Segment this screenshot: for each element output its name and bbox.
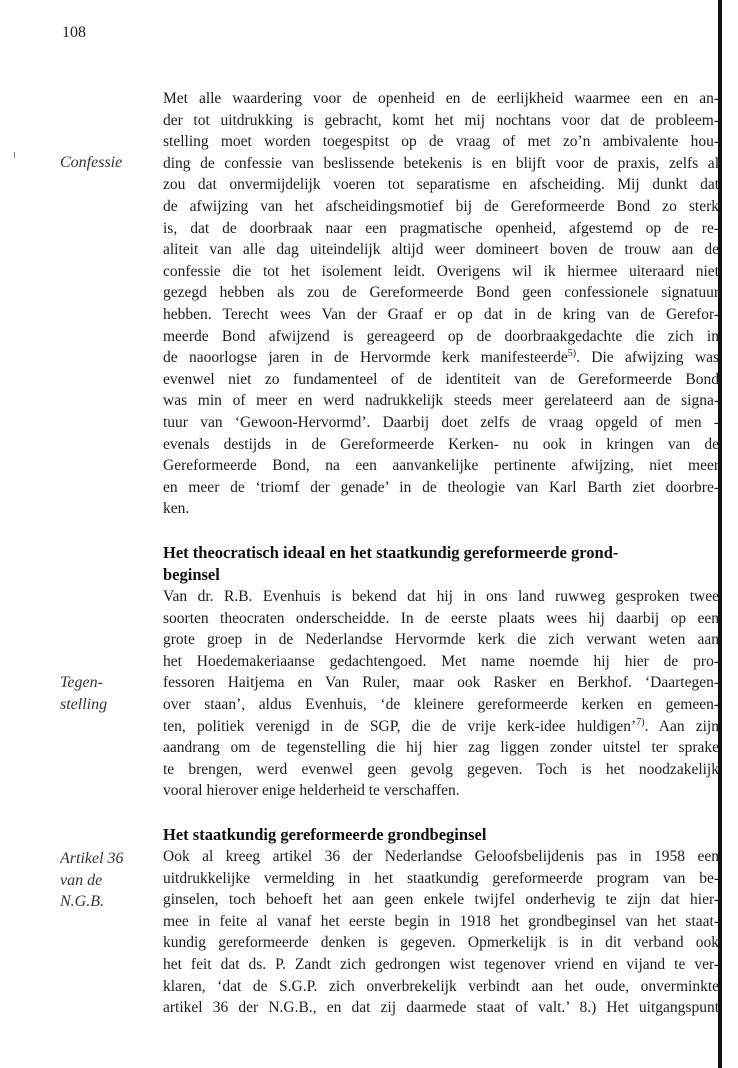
text-line: confessie die tot het isolement leidt. Overigens wil ik hiermee uiteraard niet	[163, 262, 719, 280]
text-line: is, dat de doorbraak naar een pragmatische openheid, afgestemd op de re-	[163, 219, 719, 237]
text-line: fessoren Haitjema en Van Ruler, maar ook Rasker en Berkhof. ‘Daartegen-	[163, 674, 719, 692]
text-line: Met alle waardering voor de openheid en de eerlijkheid waarmee een en an-	[163, 90, 719, 107]
text-segment: ten, politiek verenigd in de SGP, die de vrije kerk-idee huldigen’	[163, 717, 637, 735]
text-line: het Hoedemakeriaanse gedachtengoed. Met name noemde hij hier de pro-	[163, 652, 719, 670]
margin-note-line: van de	[60, 871, 103, 889]
text-line: hebben. Terecht wees Van der Graaf er op dat in de kring van de Gerefor-	[163, 305, 719, 323]
text-line: soorten theocraten onderscheidde. In de eerste plaats wees hij daarbij op een	[163, 609, 719, 627]
heading-line: Het staatkundig gereformeerde grondbeginsel	[163, 825, 487, 844]
text-line: evenwel niet zo fundamenteel of de identiteit van de Gereformeerde Bond	[163, 370, 719, 388]
text-line: aandrang om de tegenstelling die hij hier zag liggen zonder uitstel ter sprake	[163, 739, 719, 757]
text-line: gezegd hebben als zou de Gereformeerde Bond geen confessionele signatuur	[163, 284, 719, 302]
text-line: evenals destijds in de Gereformeerde Kerken- nu ook in kringen van de	[163, 435, 719, 453]
text-segment: de naoorlogse jaren in de Hervormde kerk manifesteerde	[163, 349, 568, 367]
margin-note-confessie	[60, 152, 155, 174]
text-line: grote groep in de Nederlandse Hervormde kerk die zich verwant weten aan	[163, 631, 719, 649]
text-line: Ook al kreeg artikel 36 der Nederlandse Geloofsbelijdenis pas in 1958 een	[163, 848, 719, 865]
text-segment: . Die afwijzing was	[576, 349, 719, 367]
text-line: ding de confessie van beslissende betekenis is en blijft voor de praxis, zelfs al	[163, 154, 719, 172]
text-line: klaren, ‘dat de S.G.P. zich onverbrekelijk verbindt aan het oude, onverminkte	[163, 977, 719, 995]
text-line: ginselen, toch behoeft het aan geen enkele twijfel onderhevig te zijn dat hier-	[163, 891, 719, 909]
heading-line: beginsel	[163, 565, 220, 584]
text-line: de afwijzing van het afscheidingsmotief bij de Gereformeerde Bond zo sterk	[163, 197, 719, 215]
footnote-ref: 5)	[567, 347, 577, 359]
text-line: over staan’, aldus Evenhuis, ‘de kleinere gereformeerde kerken en gemeen-	[163, 695, 719, 713]
text-line: uitdrukkelijke vermelding in het staatkundig gereformeerde program van be-	[163, 869, 719, 887]
text-line: artikel 36 der N.G.B., en dat zij daarmede staat of valt.’ 8.) Het uitgangspunt	[163, 999, 719, 1017]
paragraph-theocratisch	[163, 586, 719, 802]
text-line: kundig gereformeerde denken is gegeven. Opmerkelijk is in dit verband ook	[163, 934, 719, 952]
text-line: tuur van ‘Gewoon-Hervormd’. Daarbij doet zelfs de vraag opgeld of men -	[163, 413, 719, 431]
margin-note-line: Tegen-	[60, 674, 103, 691]
margin-note-line: N.G.B.	[60, 893, 104, 910]
text-segment: . Aan zijn	[644, 717, 719, 735]
paragraph-grondbeginsel	[163, 846, 719, 1019]
text-line: mee in feite al vanaf het eerste begin in 1918 het grondbeginsel van het staat-	[163, 912, 719, 930]
scan-mark	[14, 152, 15, 158]
margin-note-artikel	[60, 848, 155, 913]
text-line: te brengen, werd evenwel geen gevolg gegeven. Toch is het noodzakelijk	[163, 760, 719, 778]
text-line: Gereformeerde Bond, na een aanvankelijke pertinente afwijzing, niet meer	[163, 457, 719, 475]
section-heading-grondbeginsel	[163, 824, 719, 846]
page-number: 108	[62, 24, 86, 41]
margin-note-tegenstelling	[60, 672, 155, 715]
text-line: en meer de ‘triomf der genade’ in de theologie van Karl Barth ziet doorbre-	[163, 478, 719, 496]
text-line: het feit dat ds. P. Zandt zich gedrongen wist tegenover vriend en vijand te ver-	[163, 955, 719, 973]
text-line: zou dat onvermijdelijk voeren tot separatisme en afscheiding. Mij dunkt dat	[163, 176, 719, 194]
text-line: meerde Bond afwijzend is gereageerd op de doorbraakgedachte die zich in	[163, 327, 719, 345]
text-line-with-footnote	[163, 716, 719, 738]
margin-note-line: Artikel 36	[60, 850, 124, 867]
text-line: ken.	[163, 500, 190, 518]
margin-note-line: stelling	[60, 695, 108, 713]
heading-line: Het theocratisch ideaal en het staatkundig gereformeerde grond-	[163, 543, 619, 562]
paragraph-confessie	[163, 88, 719, 520]
text-line-with-footnote	[163, 347, 719, 369]
section-heading-theocratisch	[163, 542, 719, 586]
text-line: der tot uitdrukking is gebracht, komt het mij nochtans voor dat de probleem-	[163, 111, 719, 129]
text-line: Van dr. R.B. Evenhuis is bekend dat hij in ons land ruwweg gesproken twee	[163, 588, 719, 605]
text-line: stelling moet worden toegespitst op de vraag of met zo’n ambivalente hou-	[163, 133, 719, 151]
text-line: aliteit van alle dag uiteindelijk altijd weer domineert boven de trouw aan de	[163, 241, 719, 259]
margin-note-line: Confessie	[60, 154, 123, 171]
text-line: vooral hierover enige helderheid te verschaffen.	[163, 782, 460, 800]
text-line: was min of meer en werd nadrukkelijk steeds meer gerelateerd aan de signa-	[163, 392, 719, 410]
footnote-ref: 7)	[636, 716, 645, 728]
